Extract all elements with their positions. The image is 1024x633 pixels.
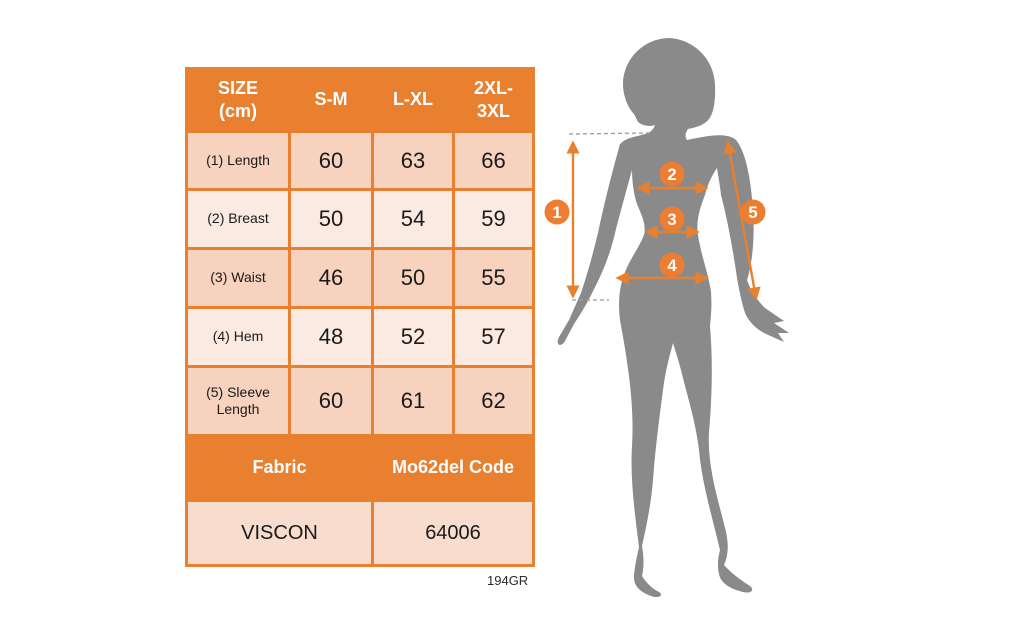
hem-badge-number: 4 [667,256,677,275]
breast-badge [660,162,685,187]
waist-badge [660,207,685,232]
row-length-value-sm: 60 [291,133,371,188]
header-l-xl-label: L-XL [393,89,433,110]
row-waist-label: (3) Waist [188,250,288,306]
woman-silhouette [558,38,789,597]
header-size-cm-label: SIZE (cm) [217,77,258,121]
sleeve-badge-number: 5 [748,203,758,222]
header-2xl-3xl-label: 2XL-3XL [473,77,513,121]
row-length-label: (1) Length [188,133,288,188]
breast-badge-number: 2 [667,165,677,184]
row-sleeve-value-sm: 60 [291,368,371,434]
row-sleeve-value-lxl: 61 [374,368,452,434]
header-l-xl [374,70,452,130]
row-breast-value-2xl3xl: 59 [455,191,532,247]
dashed-line-top [569,133,652,134]
weight-note: 194GR [487,573,529,588]
length-badge-number: 1 [552,203,562,222]
measurement-figure-svg [540,28,820,608]
row-sleeve-value-2xl3xl: 62 [455,368,532,434]
waist-badge-number: 3 [667,210,677,229]
model-code-value: 64006 [374,502,532,564]
row-breast-value-lxl: 54 [374,191,452,247]
row-length-value-lxl: 63 [374,133,452,188]
hem-badge [660,253,685,278]
header-size-cm [188,70,288,130]
row-hem-value-sm: 48 [291,309,371,365]
row-sleeve-label [188,368,288,434]
row-waist-value-sm: 46 [291,250,371,306]
header-s-m-label: S-M [314,89,348,110]
row-breast-value-sm: 50 [291,191,371,247]
fabric-value: VISCON [188,502,371,564]
size-table [185,67,535,567]
row-waist-value-lxl: 50 [374,250,452,306]
length-badge [545,200,570,225]
fabric-header: Fabric [188,437,371,499]
row-waist-value-2xl3xl: 55 [455,250,532,306]
header-2xl-3xl [455,70,532,130]
model-code-header: Mo62del Code [374,437,532,499]
row-hem-value-2xl3xl: 57 [455,309,532,365]
row-hem-value-lxl: 52 [374,309,452,365]
header-s-m [291,70,371,130]
row-hem-label: (4) Hem [188,309,288,365]
row-breast-label: (2) Breast [188,191,288,247]
row-length-value-2xl3xl: 66 [455,133,532,188]
row-sleeve-label-text: (5) Sleeve Length [206,383,270,417]
measurement-figure [540,28,820,608]
sleeve-badge [741,200,766,225]
